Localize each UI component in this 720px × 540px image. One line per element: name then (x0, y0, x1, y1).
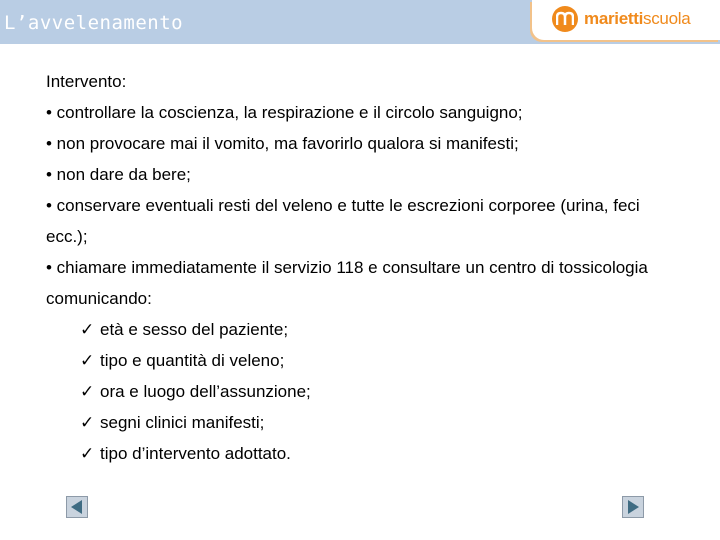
heading-text: Intervento (46, 72, 122, 91)
check-item (46, 407, 656, 438)
slide-title: L’avvelenamento (4, 12, 184, 34)
check-item-text: età e sesso del paziente; (100, 320, 289, 339)
check-item (46, 345, 656, 376)
bullet-item: • chiamare immediatamente il servizio 118 e consultare un centro di tossicologia comunicando: (46, 258, 648, 308)
check-icon: ✓ (80, 413, 95, 432)
heading-colon: : (121, 72, 127, 91)
logo-text-bold: marietti (584, 9, 644, 28)
check-icon: ✓ (80, 351, 95, 370)
prev-arrow-icon (69, 499, 85, 515)
prev-slide-button[interactable] (66, 496, 88, 518)
bullet-item: • controllare la coscienza, la respirazione e il circolo sanguigno; (46, 103, 523, 122)
slide-content (46, 66, 656, 469)
check-icon: ✓ (80, 320, 95, 339)
check-icon: ✓ (80, 382, 95, 401)
check-item (46, 438, 656, 469)
check-item-text: tipo e quantità di veleno; (100, 351, 285, 370)
check-item (46, 376, 656, 407)
header-bar (0, 0, 720, 44)
marietti-logo-icon (552, 6, 578, 32)
check-item-text: ora e luogo dell’assunzione; (100, 382, 311, 401)
bullet-item: • conservare eventuali resti del veleno e tutte le escrezioni corporee (urina, feci ecc.); (46, 196, 640, 246)
bullet-item: • non provocare mai il vomito, ma favorirlo qualora si manifesti; (46, 134, 519, 153)
next-slide-button[interactable] (622, 496, 644, 518)
check-item-text: segni clinici manifesti; (100, 413, 265, 432)
publisher-logo (532, 0, 720, 40)
check-item-text: tipo d’intervento adottato. (100, 444, 291, 463)
logo-text-light: scuola (643, 9, 691, 28)
bullet-item: • non dare da bere; (46, 165, 191, 184)
check-item (46, 314, 656, 345)
next-arrow-icon (625, 499, 641, 515)
section-heading (46, 66, 656, 97)
logo-text (584, 9, 690, 29)
check-icon: ✓ (80, 444, 95, 463)
